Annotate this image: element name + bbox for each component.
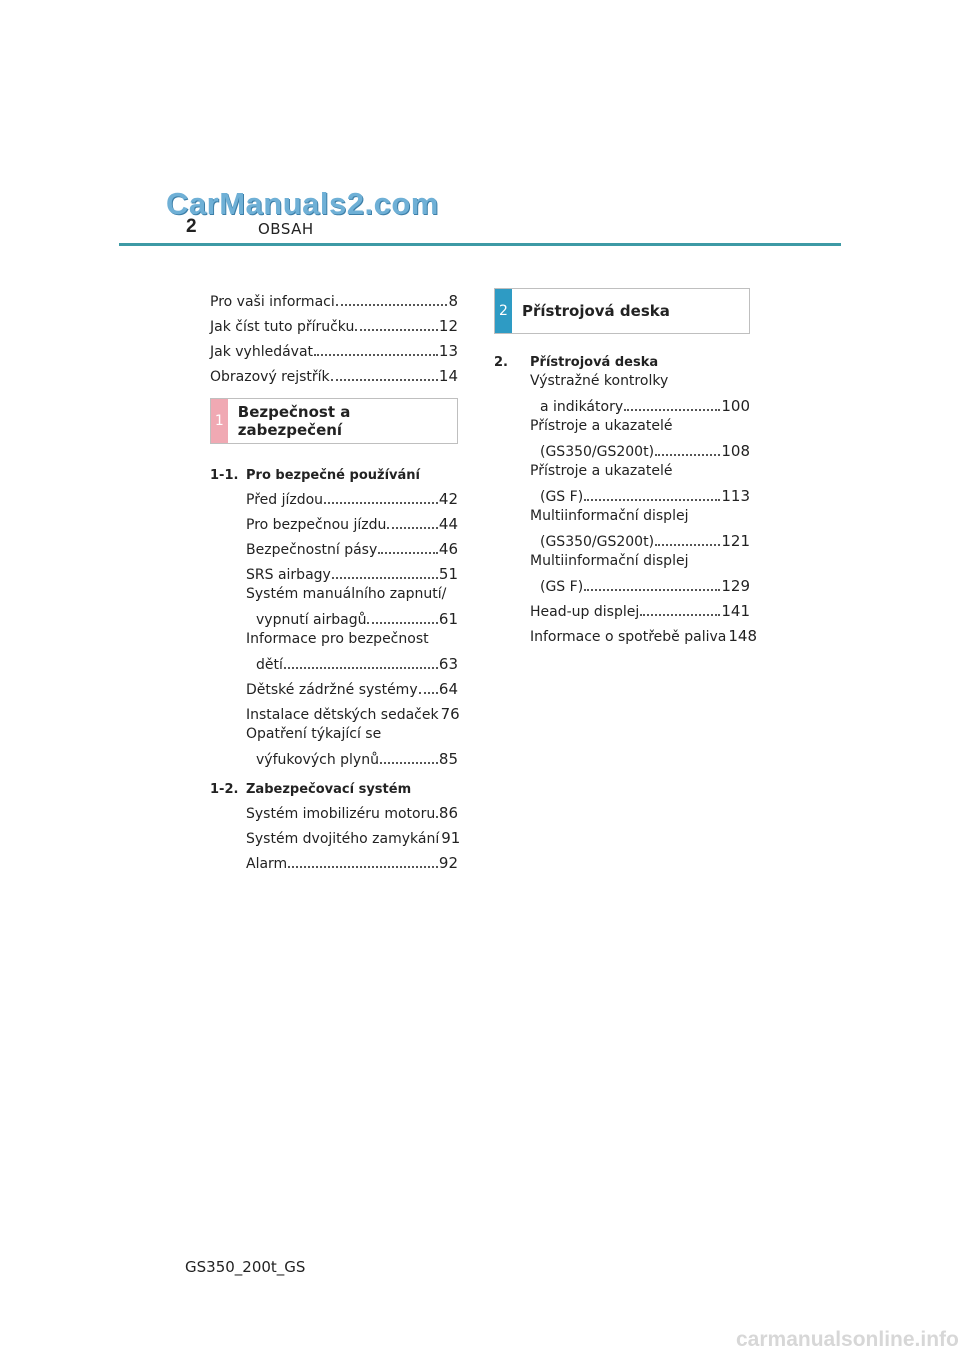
toc-page: 91: [441, 829, 461, 847]
leader-dots: [584, 498, 720, 501]
leader-dots: [284, 666, 438, 669]
toc-label-line1: Systém manuálního zapnutí/: [246, 586, 447, 602]
section-title: Pro bezpečné používání: [246, 468, 420, 483]
toc-entry[interactable]: [246, 583, 458, 628]
leader-dots: [584, 588, 720, 591]
toc-label: vypnutí airbagů: [256, 612, 367, 628]
section-2: [494, 345, 757, 645]
toc-label-line1: Výstražné kontrolky: [530, 373, 669, 389]
leader-dots: [314, 353, 438, 356]
toc-label: Před jízdou: [246, 492, 324, 508]
toc-label: (GS F): [540, 579, 584, 595]
leader-dots: [367, 621, 437, 624]
toc-page: 13: [438, 342, 458, 360]
toc-entry[interactable]: [210, 360, 458, 385]
chapter-1-banner[interactable]: [210, 398, 458, 444]
toc-entry[interactable]: [246, 508, 458, 533]
toc-label-line1: Informace pro bezpečnost: [246, 631, 429, 647]
toc-page: 76: [440, 705, 460, 723]
watermark-logo: CarManuals2.com: [166, 186, 439, 221]
leader-dots: [655, 453, 720, 456]
toc-page: 14: [438, 367, 458, 385]
toc-page: 64: [438, 680, 458, 698]
toc-entry[interactable]: [246, 533, 458, 558]
toc-entry[interactable]: [530, 460, 750, 505]
toc-entry[interactable]: [246, 822, 461, 847]
section-number: 2.: [494, 355, 508, 370]
toc-page: 46: [438, 540, 458, 558]
leader-dots: [332, 576, 438, 579]
leader-dots: [655, 543, 720, 546]
toc-label: (GS350/GS200t): [540, 444, 655, 460]
leader-dots: [331, 378, 438, 381]
toc-label: dětí: [256, 657, 283, 673]
toc-entry[interactable]: [246, 628, 458, 673]
toc-page: 8: [448, 292, 458, 310]
toc-label: SRS airbagy: [246, 567, 331, 583]
toc-page: 100: [721, 397, 750, 415]
toc-entry[interactable]: [246, 558, 458, 583]
toc-entry[interactable]: [210, 285, 458, 310]
toc-label-line1: Přístroje a ukazatelé: [530, 418, 673, 434]
toc-label-line1: Opatření týkající se: [246, 726, 382, 742]
toc-entry[interactable]: [530, 415, 750, 460]
toc-page: 86: [438, 804, 458, 822]
toc-page: 113: [721, 487, 750, 505]
toc-entry[interactable]: [246, 483, 458, 508]
toc-label: (GS F): [540, 489, 584, 505]
toc-page: 85: [438, 750, 458, 768]
toc-entry[interactable]: [530, 505, 750, 550]
section-title: Přístrojová deska: [530, 355, 659, 370]
toc-label: Pro vaši informaci: [210, 294, 335, 310]
toc-page: 129: [721, 577, 750, 595]
intro-list: [210, 285, 458, 385]
toc-page: 61: [438, 610, 458, 628]
toc-label: Informace o spotřebě paliva: [530, 629, 727, 645]
section-number: 1-1.: [210, 468, 239, 483]
toc-page: 63: [438, 655, 458, 673]
leader-dots: [436, 815, 438, 818]
section-title: Zabezpečovací systém: [246, 782, 412, 797]
toc-page: 148: [728, 627, 757, 645]
toc-label-line1: Multiinformační displej: [530, 508, 689, 524]
leader-dots: [380, 761, 438, 764]
toc-entry[interactable]: [210, 335, 458, 360]
toc-page: 121: [721, 532, 750, 550]
page-number: 2: [186, 216, 197, 237]
section-1-1: [210, 458, 458, 768]
toc-entry[interactable]: [530, 550, 750, 595]
leader-dots: [288, 865, 438, 868]
toc-label: a indikátory: [540, 399, 624, 415]
page-section-title: OBSAH: [258, 220, 314, 238]
toc-page: 51: [438, 565, 458, 583]
header-rule: [119, 243, 841, 246]
toc-label-line1: Multiinformační displej: [530, 553, 689, 569]
toc-label: Bezpečnostní pásy: [246, 542, 378, 558]
toc-page: 108: [721, 442, 750, 460]
toc-entry[interactable]: [246, 847, 458, 872]
toc-entry[interactable]: [246, 797, 458, 822]
toc-right-column: [494, 288, 757, 645]
leader-dots: [640, 613, 720, 616]
toc-page: 12: [438, 317, 458, 335]
section-number: 1-2.: [210, 782, 239, 797]
toc-label: Dětské zádržné systémy: [246, 682, 418, 698]
section-heading: [210, 458, 458, 483]
leader-dots: [419, 691, 438, 694]
leader-dots: [336, 303, 448, 306]
toc-entry[interactable]: [530, 595, 750, 620]
leader-dots: [624, 408, 720, 411]
toc-label: Head-up displej: [530, 604, 640, 620]
section-heading: [494, 345, 750, 370]
toc-label: Pro bezpečnou jízdu: [246, 517, 387, 533]
toc-label: (GS350/GS200t): [540, 534, 655, 550]
toc-label: Systém dvojitého zamykání: [246, 831, 440, 847]
toc-entry[interactable]: [530, 620, 757, 645]
chapter-2-banner[interactable]: [494, 288, 750, 334]
toc-page: 141: [721, 602, 750, 620]
toc-label: výfukových plynů: [256, 752, 379, 768]
toc-label: Jak vyhledávat: [210, 344, 314, 360]
section-heading: [210, 772, 458, 797]
watermark-bottom: carmanualsonline.info: [736, 1328, 959, 1351]
toc-label: Jak číst tuto příručku: [210, 319, 355, 335]
toc-page: 42: [438, 490, 458, 508]
toc-label: Alarm: [246, 856, 288, 872]
footer-model-code: GS350_200t_GS: [185, 1258, 306, 1276]
section-1-2: [210, 772, 461, 872]
chapter-title: Přístrojová deska: [522, 302, 670, 320]
toc-entry[interactable]: [530, 370, 750, 415]
toc-label: Instalace dětských sedaček: [246, 707, 439, 723]
toc-label: Obrazový rejstřík: [210, 369, 330, 385]
toc-label: Systém imobilizéru motoru: [246, 806, 436, 822]
chapter-number-tab: 1: [211, 399, 228, 443]
chapter-number-tab: 2: [495, 289, 512, 333]
toc-label-line1: Přístroje a ukazatelé: [530, 463, 673, 479]
leader-dots: [387, 526, 438, 529]
leader-dots: [324, 501, 438, 504]
leader-dots: [355, 328, 438, 331]
toc-entry[interactable]: [246, 698, 458, 723]
toc-entry[interactable]: [210, 310, 458, 335]
leader-dots: [378, 551, 438, 554]
toc-left-column: [210, 285, 461, 872]
toc-page: 92: [438, 854, 458, 872]
chapter-title: Bezpečnost a zabezpečení: [237, 403, 351, 439]
toc-entry[interactable]: [246, 723, 458, 768]
toc-page: 44: [438, 515, 458, 533]
toc-entry[interactable]: [246, 673, 458, 698]
